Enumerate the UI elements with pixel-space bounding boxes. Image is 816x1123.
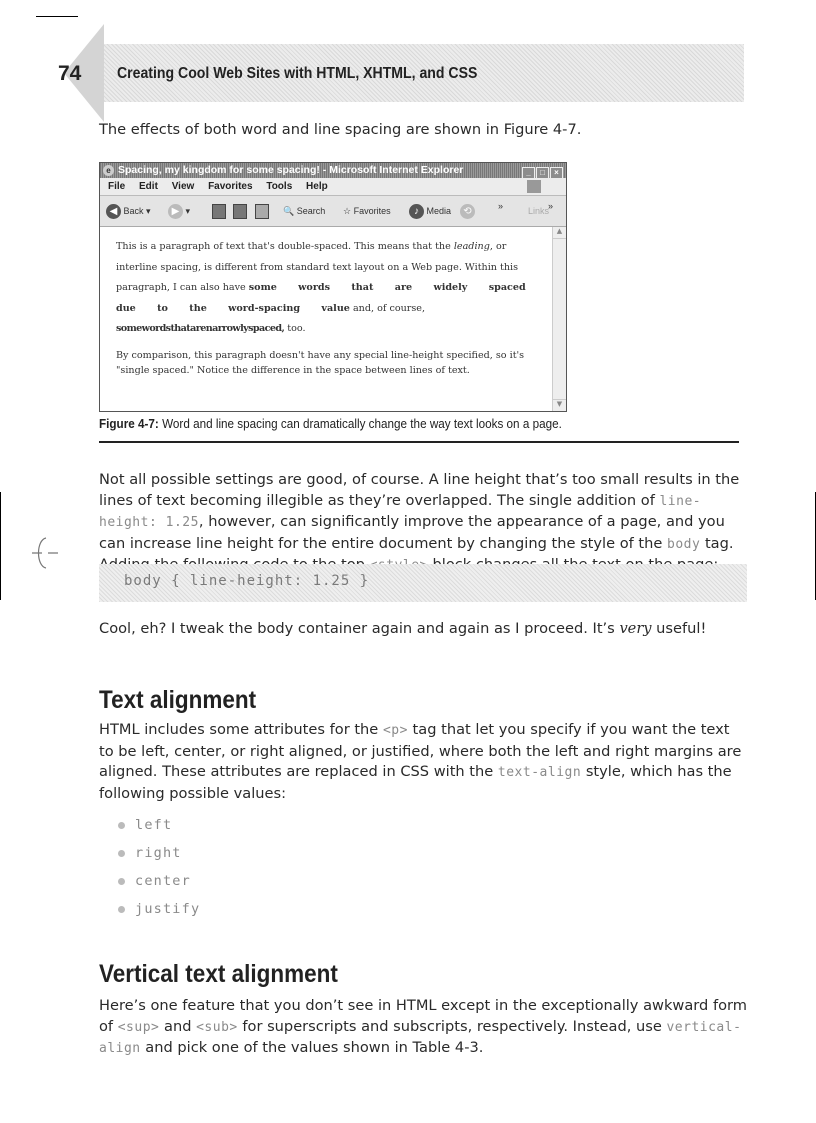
ta-text-a: HTML includes some attributes for the — [99, 721, 383, 738]
vertical-alignment-paragraph — [99, 996, 747, 1060]
scroll-up-icon[interactable]: ▲ — [553, 227, 566, 239]
cool-emphasis: very — [619, 620, 652, 637]
p1-text-a: This is a paragraph of text that's double-spaced. This means that the — [116, 241, 454, 252]
p1-text-c: , or interline spacing, is different from standard text layout on a Web page. Within this paragraph, I can also have — [116, 241, 519, 294]
value-center: center — [135, 873, 191, 889]
search-icon: 🔍 — [283, 206, 295, 216]
va-text-b: and — [159, 1017, 197, 1035]
menu-edit[interactable]: Edit — [139, 181, 158, 192]
links-chevron[interactable]: » — [548, 201, 554, 211]
refresh-button[interactable] — [233, 203, 247, 219]
back-arrow-icon: ◀ — [106, 204, 121, 219]
menu-tools[interactable]: Tools — [266, 181, 293, 192]
wide-spaced-text: some words that are widely spaced due to the word-spacing value — [116, 282, 526, 314]
search-button[interactable] — [283, 203, 325, 219]
stop-icon — [212, 204, 226, 219]
list-item — [118, 842, 200, 870]
code-sub-tag: <sub> — [196, 1019, 238, 1035]
value-right: right — [135, 845, 182, 861]
media-label: Media — [426, 206, 452, 216]
back-label: Back — [123, 206, 144, 216]
menu-file[interactable]: File — [108, 181, 126, 192]
minimize-icon[interactable]: _ — [522, 167, 535, 179]
cool-text-c: useful! — [651, 620, 707, 637]
code-block — [99, 564, 747, 602]
media-button[interactable] — [409, 203, 451, 219]
va-text-a: Here’s one feature that you don’t see in HTML except in the exceptionally awkward form of — [99, 997, 747, 1035]
bullet-icon — [118, 822, 125, 829]
settings-text-b: , however, can significantly improve the appearance of a page, and you can increase line height for the entire document by changing the style of the — [99, 513, 725, 552]
va-text-c: for superscripts and subscripts, respectively. Instead, use — [237, 1017, 667, 1035]
list-item — [118, 814, 200, 842]
bullet-icon — [118, 850, 125, 857]
figure-caption — [99, 416, 675, 431]
vertical-scrollbar[interactable] — [552, 227, 566, 411]
window-title: Spacing, my kingdom for some spacing! - Microsoft Internet Explorer — [118, 164, 464, 176]
settings-text-a: Not all possible settings are good, of course. A line height that’s too small results in the lines of text becoming illegible as they’re overlapped. The single addition of — [99, 471, 740, 509]
heading-vertical-alignment: Vertical text alignment — [99, 960, 338, 988]
figure-screenshot — [99, 162, 567, 412]
settings-text-c: tag. — [704, 534, 734, 552]
forward-arrow-icon: ▶ — [168, 204, 183, 219]
list-item — [118, 870, 200, 898]
heading-text-alignment: Text alignment — [99, 686, 257, 714]
menu-favorites[interactable]: Favorites — [208, 181, 253, 192]
code-p-tag: <p> — [382, 723, 408, 738]
narrow-spaced-text: somewordsthatarenarrowlyspaced, — [116, 323, 285, 335]
running-header — [58, 44, 744, 102]
margin-registration-icon — [30, 530, 60, 576]
va-text-d: and pick one of the values shown in Table 4-3. — [140, 1039, 484, 1056]
caption-label: Figure 4-7: — [99, 416, 159, 431]
caption-rule — [99, 441, 739, 443]
settings-paragraph — [99, 470, 747, 577]
home-icon — [255, 204, 269, 219]
links-label[interactable]: Links — [528, 206, 550, 216]
text-alignment-paragraph — [99, 720, 747, 804]
code-sup-tag: <sup> — [117, 1019, 160, 1035]
star-icon: ☆ — [343, 206, 352, 216]
browser-content — [100, 227, 552, 411]
code-block-text: body { line-height: 1.25 } — [124, 573, 370, 589]
caption-text: Word and line spacing can dramatically change the way text looks on a page. — [162, 416, 562, 431]
double-spaced-paragraph — [116, 237, 536, 340]
bullet-icon — [118, 906, 125, 913]
code-body: body — [667, 536, 701, 552]
p1-text-g: too. — [284, 323, 306, 335]
toolbar — [100, 196, 566, 227]
leading-term: leading — [453, 241, 490, 252]
maximize-icon[interactable]: □ — [536, 167, 549, 179]
back-button[interactable]: ◀ Back ▾ — [106, 203, 151, 219]
media-icon: ♪ — [409, 204, 424, 219]
refresh-icon — [233, 204, 247, 219]
crop-mark-top — [36, 16, 78, 17]
cool-text-a: Cool, eh? I tweak the body container again and again as I proceed. It’s — [99, 620, 620, 637]
favorites-label: Favorites — [353, 206, 391, 216]
scroll-down-icon[interactable]: ▼ — [553, 399, 566, 411]
forward-button[interactable]: ▶ ▾ — [168, 203, 190, 219]
text-align-values-list — [118, 814, 200, 926]
code-line-height: line-height: 1.25 — [99, 493, 702, 530]
p1-text-e: and, of course, — [349, 302, 426, 314]
value-left: left — [135, 817, 173, 833]
intro-paragraph: The effects of both word and line spacing are shown in Figure 4-7. — [99, 121, 582, 138]
history-button[interactable] — [460, 203, 475, 219]
ta-text-c: style, which has the following possible values: — [99, 763, 732, 802]
code-text-align: text-align — [497, 765, 582, 780]
code-vertical-align: vertical-align — [99, 1019, 742, 1056]
stop-button[interactable] — [212, 203, 226, 219]
menu-help[interactable]: Help — [306, 181, 328, 192]
ta-text-b: tag that let you specify if you want the text to be left, center, or right aligned, or justified, where both the left and right margins are aligned. These attributes are replaced in CSS with the — [99, 721, 742, 780]
close-icon[interactable]: × — [550, 167, 563, 179]
running-title: Creating Cool Web Sites with HTML, XHTML, and CSS — [117, 65, 478, 82]
toolbar-chevron[interactable]: » — [498, 201, 504, 211]
bullet-icon — [118, 878, 125, 885]
search-label: Search — [296, 206, 326, 216]
list-item — [118, 898, 200, 926]
windows-flag-icon — [527, 180, 541, 193]
cool-paragraph — [99, 619, 747, 640]
window-titlebar — [100, 163, 566, 178]
ie-logo-icon: e — [103, 165, 114, 176]
crop-mark-left — [0, 492, 1, 600]
menu-view[interactable]: View — [171, 181, 195, 192]
menu-bar — [100, 178, 566, 196]
page-number: 74 — [58, 62, 82, 85]
history-icon: ⟲ — [460, 204, 475, 219]
single-spaced-paragraph: By comparison, this paragraph doesn't have any special line-height specified, so it's "single spaced." Notice the difference in the space between lines of text. — [116, 349, 525, 376]
value-justify: justify — [135, 901, 201, 917]
favorites-button[interactable] — [343, 203, 391, 219]
home-button[interactable] — [255, 203, 269, 219]
